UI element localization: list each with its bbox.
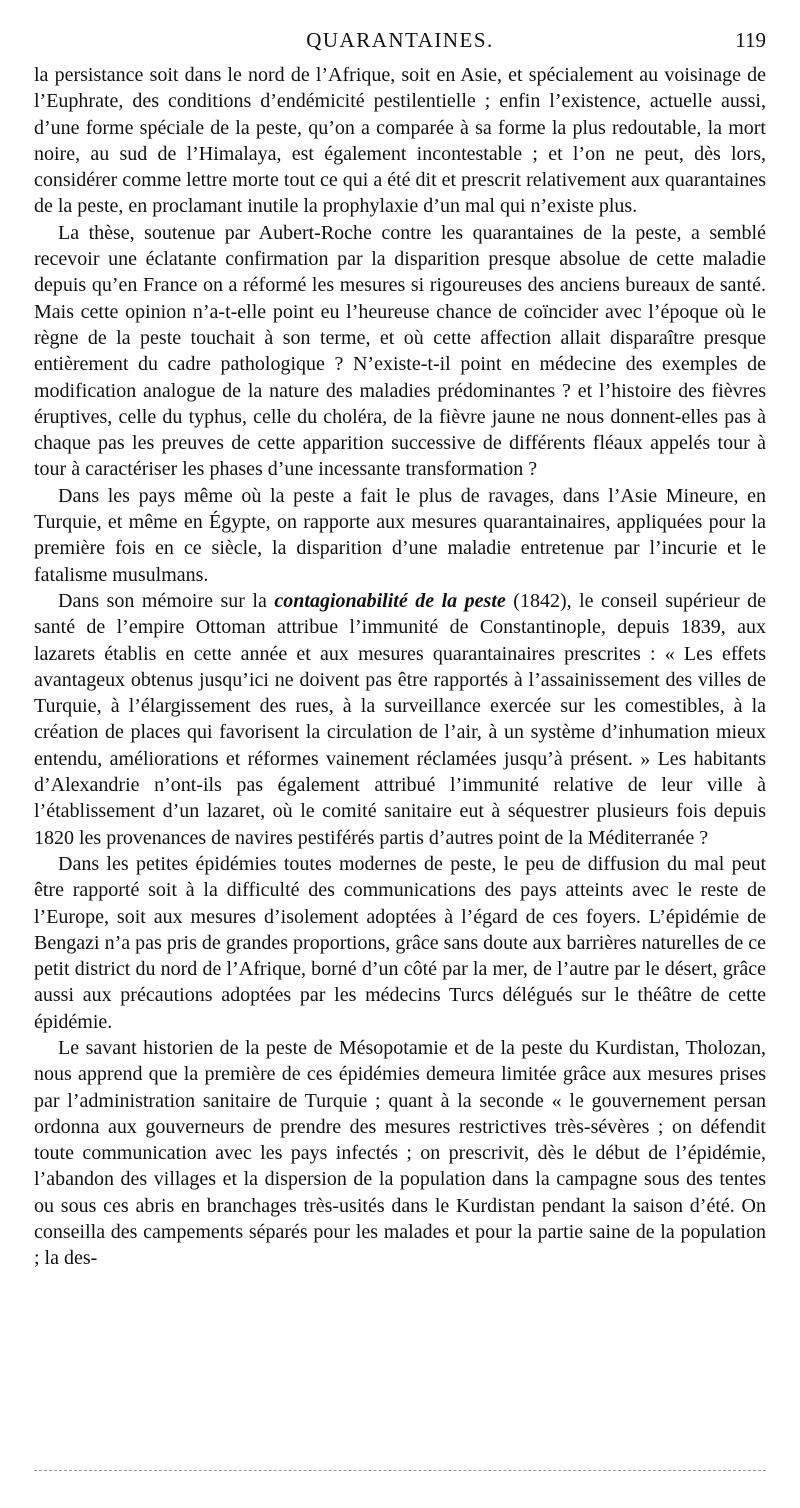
running-head [34,28,766,62]
book-page [34,28,766,1478]
body-text [34,62,766,1272]
paragraph-1: la persistance soit dans le nord de l’Afrique, soit en Asie, et spécialement au voisinage de l’Euphrate, des conditions d’endémicité pestilentielle ; enfin l’existence, actuelle aussi, d’une forme spéciale de la peste, qu’on a comparée à sa forme la plus redoutable, la mort noire, au sud de l’Himalaya, est également incontestable ; et l’on ne peut, dès lors, considérer comme lettre morte tout ce qui a été dit et prescrit relativement aux quarantaines de la peste, en proclamant inutile la prophylaxie d’un mal qui n’existe plus. [34,64,766,218]
paragraph-4 [34,588,766,851]
paragraph-4-lead: Dans son mémoire sur la [58,589,267,612]
running-title: QUARANTAINES. [306,28,494,52]
footer-rule [34,1470,766,1471]
paragraph-5: Dans les petites épidémies toutes modernes de peste, le peu de diffusion du mal peut être rapporté soit à la difficulté des communications des pays atteints avec le reste de l’Europe, soit aux mesures d’isolement adoptées à l’égard de ces foyers. L’épidémie de Bengazi n’a pas pris de grandes proportions, grâce sans doute aux barrières naturelles de ce petit district du nord de l’Afrique, borné d’un côté par la mer, de l’autre par le désert, grâce aussi aux précautions adoptées par les médecins Turcs délégués sur le théâtre de cette épidémie. [34,852,766,1033]
page-number: 119 [735,28,766,52]
paragraph-3: Dans les pays même où la peste a fait le plus de ravages, dans l’Asie Mineure, en Turquie, et même en Égypte, on rapporte aux mesures quarantainaires, appliquées pour la première fois en ce siècle, la disparition d’une maladie entretenue par l’incurie et le fatalisme musulmans. [34,484,766,586]
paragraph-4-title: contagionabilité de la peste [274,589,506,612]
paragraph-6: Le savant historien de la peste de Mésopotamie et de la peste du Kurdistan, Tholozan, nous apprend que la première de ces épidémies demeura limitée grâce aux mesures prises par l’administration sanitaire de Turquie ; quant à la seconde « le gouvernement persan ordonna aux gouverneurs de prendre des mesures restrictives très-sévères ; on défendit toute communication avec les pays infectés ; on prescrivit, dès le début de l’épidémie, l’abandon des villages et la dispersion de la population dans la campagne sous des tentes ou sous ces abris en branchages très-usités dans le Kurdistan pendant la saison d’été. On conseilla des campements séparés pour les malades et pour la partie saine de la population ; la des- [34,1036,766,1270]
paragraph-2: La thèse, soutenue par Aubert-Roche contre les quarantaines de la peste, a semblé recevoir une éclatante confirmation par la disparition presque absolue de cette maladie depuis qu’en France on a réformé les mesures si rigoureuses des anciens bureaux de santé. Mais cette opinion n’a-t-elle point eu l’heureuse chance de coïncider avec l’époque où le règne de la peste touchait à son terme, et où cette affection allait disparaître presque entièrement du cadre pathologique ? N’existe-t-il point en médecine des exemples de modification analogue de la nature des maladies prédominantes ? et l’histoire des fièvres éruptives, celle du typhus, celle du choléra, de la fièvre jaune ne nous donnent-elles pas à chaque pas les preuves de cette apparition successive de différents fléaux appelés tour à tour à caractériser les phases d’une incessante transformation ? [34,221,766,481]
paragraph-4-rest: (1842), le conseil supérieur de santé de l’empire Ottoman attribue l’immunité de Constantinople, depuis 1839, aux lazarets établis en cette année et aux mesures quarantainaires prescrites : « Les effets avantageux obtenus jusqu’ici ne doivent pas être rapportés à l’assainissement des villes de Turquie, à l’élargissement des rues, à la surveillance exercée sur les comestibles, à la création de places qui favorisent la circulation de l’air, à un système d’inhumation mieux entendu, améliorations et réformes vainement réclamées jusqu’à présent. » Les habitants d’Alexandrie n’ont-ils pas également attribué l’immunité relative de leur ville à l’établissement d’un lazaret, où le comité sanitaire eut à séquestrer plusieurs fois depuis 1820 les provenances de navires pestiférés partis d’autres point de la Méditerranée ? [34,589,767,849]
